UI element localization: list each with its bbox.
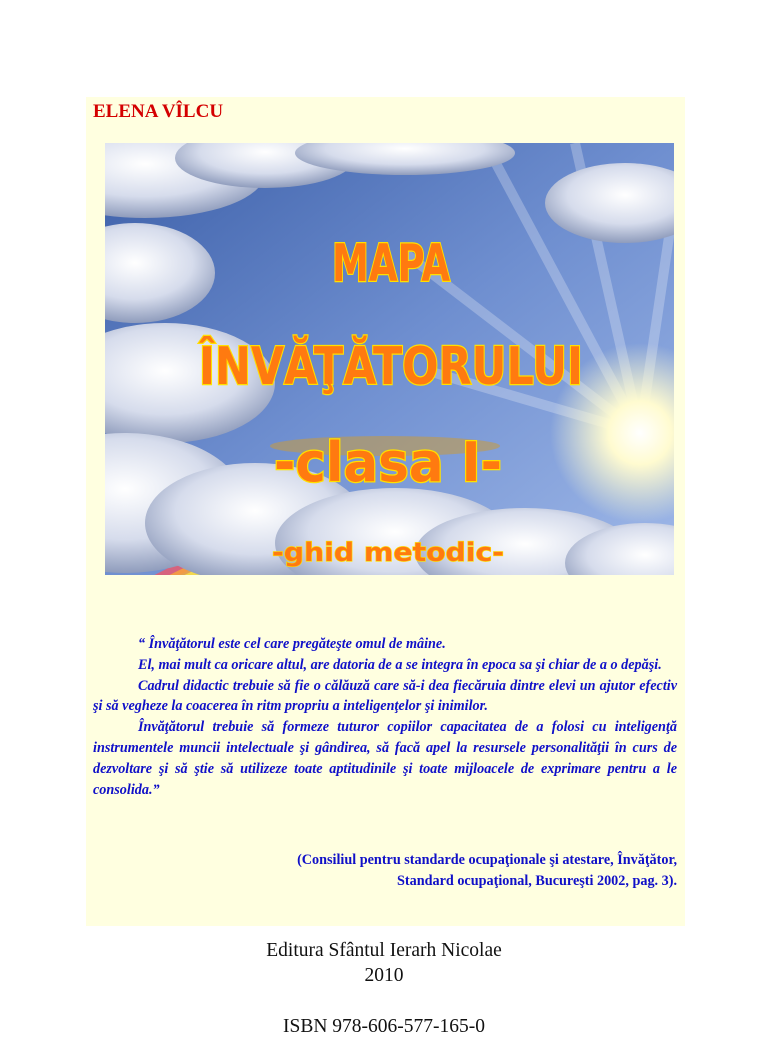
cover-panel bbox=[86, 97, 685, 926]
publisher-name: Editura Sfântul Ierarh Nicolae bbox=[266, 940, 502, 961]
quote-paragraph-2: El, mai mult ca oricare altul, are datoria de a se integra în epoca sa şi chiar de a o depăşi. bbox=[138, 656, 662, 673]
sky-rainbow-illustration bbox=[105, 143, 674, 575]
publication-year: 2010 bbox=[364, 965, 404, 986]
quote-paragraph-4: Învăţătorul trebuie să formeze tuturor copiilor capacitatea de a folosi cu inteligenţă instrumentele muncii intelectuale şi gândirea, să facă apel la resursele personalităţii în curs de dezvoltare şi să ştie să utilizeze toate aptitudinile şi toate mijloacele de exprimare pentru a le consolida.” bbox=[93, 719, 677, 798]
cover-title-line1: MAPA bbox=[332, 234, 450, 294]
cover-title-line3: -clasa I- bbox=[274, 431, 502, 494]
quote-paragraph-3: Cadrul didactic trebuie să fie o călăuză care să-i dea fiecăruia dintre elevi un ajutor efectiv şi să vegheze la coacerea în ritm propriu a inteligenţelor şi inimilor. bbox=[93, 677, 677, 715]
cover-title-line2: ÎNVĂŢĂTORULUI bbox=[199, 337, 665, 397]
cover-subtitle: -ghid metodic- bbox=[272, 538, 504, 568]
cover-image bbox=[105, 143, 674, 575]
quote-paragraph-1: “ Învăţătorul este cel care pregăteşte omul de mâine. bbox=[138, 636, 446, 652]
isbn-number: ISBN 978-606-577-165-0 bbox=[282, 1016, 486, 1037]
quote-citation bbox=[117, 850, 677, 892]
citation-line-2: Standard ocupaţional, Bucureşti 2002, pag. 3). bbox=[397, 873, 677, 889]
epigraph-quote bbox=[93, 634, 677, 800]
author-name: ELENA VÎLCU bbox=[93, 101, 224, 122]
citation-line-1: (Consiliul pentru standarde ocupaţionale şi atestare, Învăţător, bbox=[297, 852, 677, 868]
